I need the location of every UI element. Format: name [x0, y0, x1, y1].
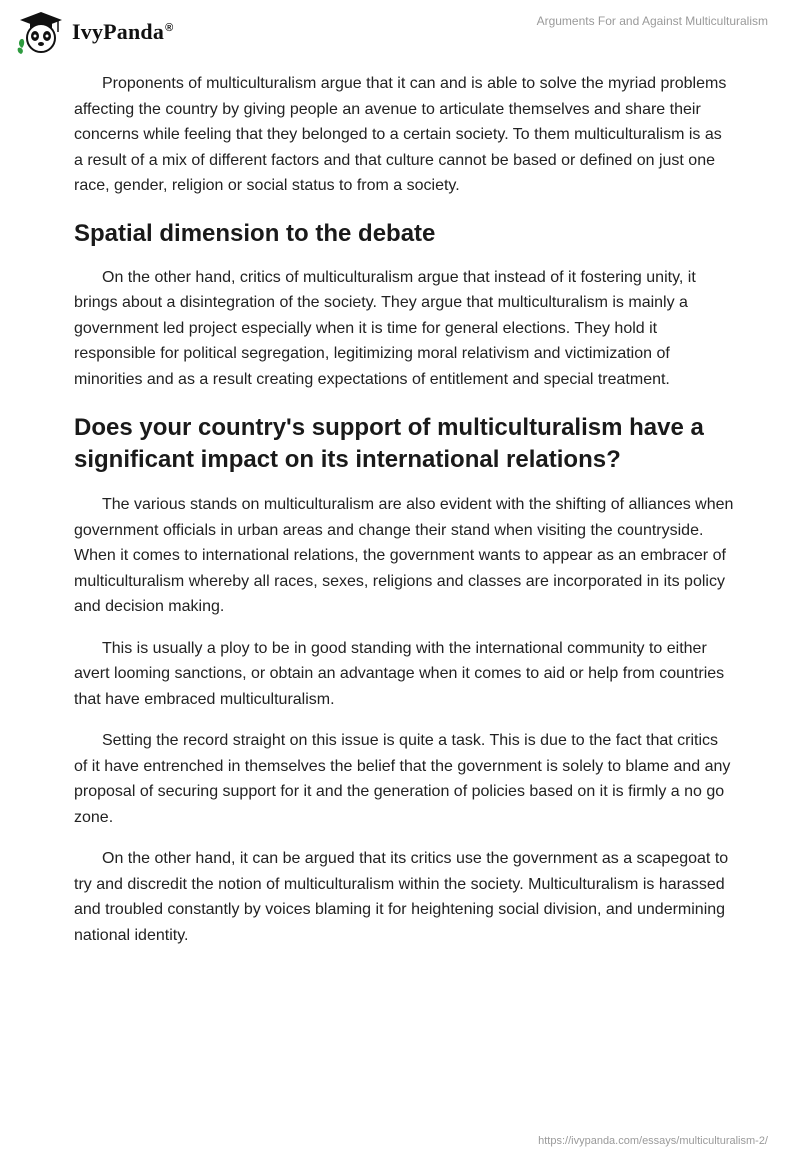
- brand-name: [72, 19, 173, 45]
- essay-body: [74, 71, 734, 964]
- paragraph: On the other hand, it can be argued that its critics use the government as a scapegoat to try and discredit the notion of multiculturalism within the society. Multiculturalism is harassed and troubled constantly by voices blaming it for heightening social division, and undermining national identity.: [74, 850, 729, 944]
- paragraph: The various stands on multiculturalism are also evident with the shifting of alliances when government officials in urban areas and change their stand when visiting the countryside. When it comes to international relations, the government wants to appear as an embracer of multiculturalism whereby all races, sexes, religions and classes are incorporated in its policy and decision making.: [74, 496, 734, 615]
- panda-graduation-cap-icon: [16, 10, 66, 54]
- page-header: [0, 0, 800, 64]
- paragraph: Setting the record straight on this issue is quite a task. This is due to the fact that critics of it have entrenched in themselves the belief that the government is solely to blame and any proposal of securing support for it and the generation of policies based on it is firmly a no go zone.: [74, 732, 731, 826]
- document-title: Arguments For and Against Multiculturalism: [536, 14, 768, 28]
- section-heading: Spatial dimension to the debate: [74, 219, 436, 247]
- paragraph: Proponents of multiculturalism argue that it can and is able to solve the myriad problems affecting the country by giving people an avenue to articulate themselves and share their concerns while feeling that they belonged to a certain society. To them multiculturalism is as a result of a mix of different factors and that culture cannot be based or defined on just one race, gender, religion or social status to from a society.: [74, 75, 727, 194]
- footer-url[interactable]: https://ivypanda.com/essays/multiculturalism-2/: [538, 1135, 768, 1147]
- registered-mark: ®: [165, 21, 174, 34]
- paragraph: This is usually a ploy to be in good standing with the international community to either avert looming sanctions, or obtain an advantage when it comes to aid or help from countries that have embraced multiculturalism.: [74, 639, 725, 708]
- brand-text: IvyPanda: [72, 19, 165, 44]
- paragraph: On the other hand, critics of multiculturalism argue that instead of it fostering unity, it brings about a disintegration of the society. They argue that multiculturalism is mainly a government led project especially when it is time for general elections. They hold it responsible for political segregation, legitimizing moral relativism and victimization of minorities and as a result creating expectations of entitlement and special treatment.: [74, 268, 696, 388]
- section-heading: Does your country's support of multiculturalism have a significant impact on its international relations?: [74, 414, 704, 473]
- ivypanda-logo[interactable]: [16, 10, 173, 54]
